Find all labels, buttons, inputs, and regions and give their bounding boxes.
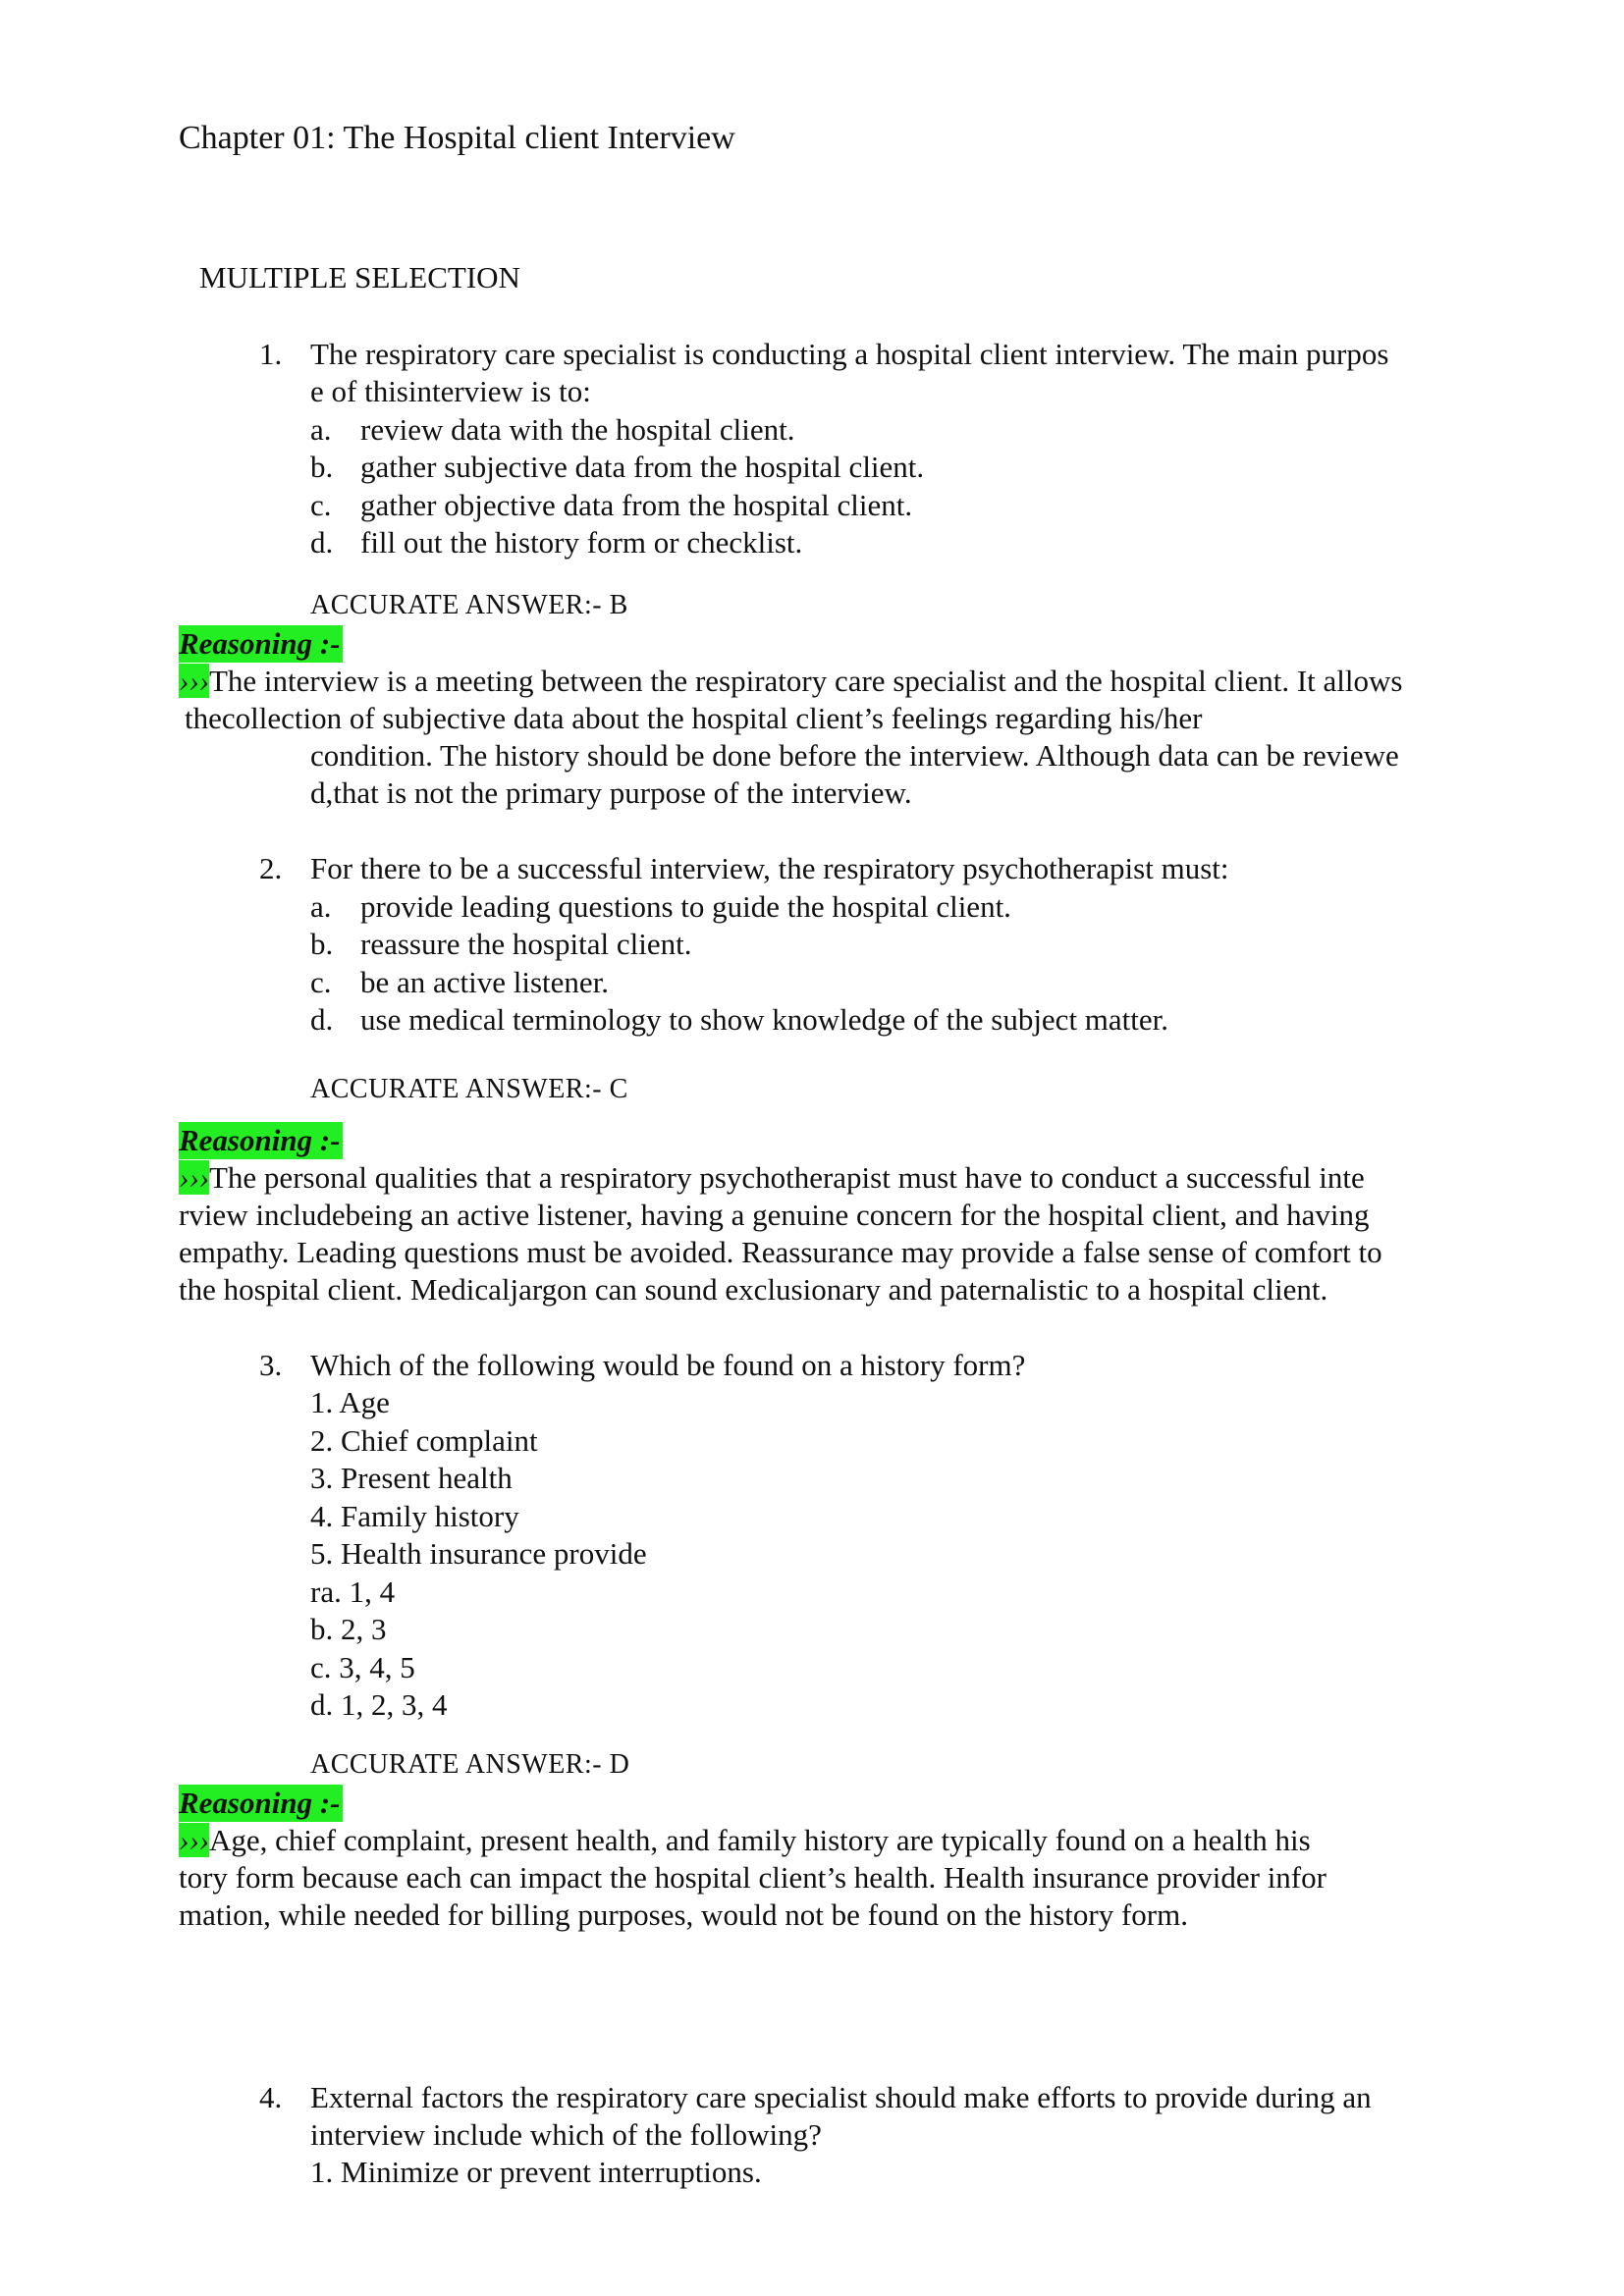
option-letter: d. (310, 525, 334, 560)
option-line: ra. 1, 4 (310, 1575, 396, 1609)
section-heading: MULTIPLE SELECTION (199, 260, 520, 294)
reasoning-text: The personal qualities that a respiratory psychotherapist must have to conduct a successful inte (208, 1160, 1365, 1195)
question-number: 1. (259, 337, 283, 371)
option-line: d. 1, 2, 3, 4 (310, 1687, 448, 1722)
option-text: fill out the history form or checklist. (360, 525, 803, 560)
reasoning-line: tory form because each can impact the hospital client’s health. Health insurance provider infor (179, 1860, 1326, 1895)
reasoning-line: mation, while needed for billing purposes, would not be found on the history form. (179, 1897, 1188, 1932)
question-item-line: 1. Age (310, 1385, 390, 1419)
reasoning-label: Reasoning :- (179, 626, 341, 661)
question-item-line: 5. Health insurance provide (310, 1536, 647, 1571)
reasoning-line: d,that is not the primary purpose of the interview. (310, 775, 912, 810)
question-item-line: 3. Present health (310, 1461, 513, 1495)
question-number: 4. (259, 2080, 283, 2114)
reasoning-label: Reasoning :- (179, 1786, 341, 1820)
question-text-line: Which of the following would be found on a history form? (310, 1348, 1026, 1382)
reasoning-line: thecollection of subjective data about the hospital client’s feelings regarding his/her (185, 701, 1203, 735)
accurate-answer: ACCURATE ANSWER:- B (310, 590, 628, 620)
option-text: gather objective data from the hospital client. (360, 488, 913, 522)
accurate-answer: ACCURATE ANSWER:- C (310, 1074, 628, 1104)
option-letter: c. (310, 965, 332, 999)
accurate-answer: ACCURATE ANSWER:- D (310, 1749, 630, 1780)
question-item-line: 2. Chief complaint (310, 1423, 538, 1458)
reasoning-label: Reasoning :- (179, 1123, 341, 1157)
option-letter: c. (310, 488, 332, 522)
option-letter: a. (310, 889, 332, 924)
chapter-title: Chapter 01: The Hospital client Interview (179, 120, 735, 156)
question-number: 3. (259, 1348, 283, 1382)
reasoning-text: The interview is a meeting between the respiratory care specialist and the hospital client. It allows (208, 664, 1403, 698)
question-text-line: For there to be a successful interview, the respiratory psychotherapist must: (310, 851, 1229, 885)
option-text: gather subjective data from the hospital client. (360, 450, 925, 484)
option-text: use medical terminology to show knowledge of the subject matter. (360, 1002, 1169, 1037)
option-line: b. 2, 3 (310, 1612, 387, 1646)
reasoning-line (179, 1822, 1311, 1859)
reasoning-line: the hospital client. Medicaljargon can sound exclusionary and paternalistic to a hospital client. (179, 1272, 1328, 1307)
option-line: c. 3, 4, 5 (310, 1650, 415, 1684)
reasoning-line (179, 1159, 1365, 1197)
option-letter: d. (310, 1002, 334, 1037)
question-item-line: 4. Family history (310, 1499, 519, 1533)
question-item-line: 1. Minimize or prevent interruptions. (310, 2155, 762, 2189)
question-text-line: External factors the respiratory care specialist should make efforts to provide during an (310, 2080, 1372, 2114)
option-text: provide leading questions to guide the hospital client. (360, 889, 1011, 924)
reasoning-line (179, 663, 1402, 700)
option-text: review data with the hospital client. (360, 412, 795, 447)
option-text: be an active listener. (360, 965, 610, 999)
question-text-line: interview include which of the following? (310, 2117, 822, 2152)
reasoning-line: empathy. Leading questions must be avoided. Reassurance may provide a false sense of comfort to (179, 1235, 1382, 1269)
option-letter: b. (310, 927, 334, 961)
reasoning-line: condition. The history should be done before the interview. Although data can be reviewe (310, 738, 1399, 773)
question-number: 2. (259, 851, 283, 885)
reasoning-text: Age, chief complaint, present health, and family history are typically found on a health his (208, 1823, 1311, 1857)
reasoning-arrow: ››› (179, 1823, 209, 1857)
reasoning-arrow: ››› (179, 664, 209, 698)
question-text-line: The respiratory care specialist is conducting a hospital client interview. The main purpos (310, 337, 1389, 371)
option-letter: b. (310, 450, 334, 484)
question-text-line: e of thisinterview is to: (310, 374, 591, 408)
option-text: reassure the hospital client. (360, 927, 692, 961)
reasoning-line: rview includebeing an active listener, having a genuine concern for the hospital client, and having (179, 1198, 1370, 1232)
reasoning-arrow: ››› (179, 1160, 209, 1195)
option-letter: a. (310, 412, 332, 447)
